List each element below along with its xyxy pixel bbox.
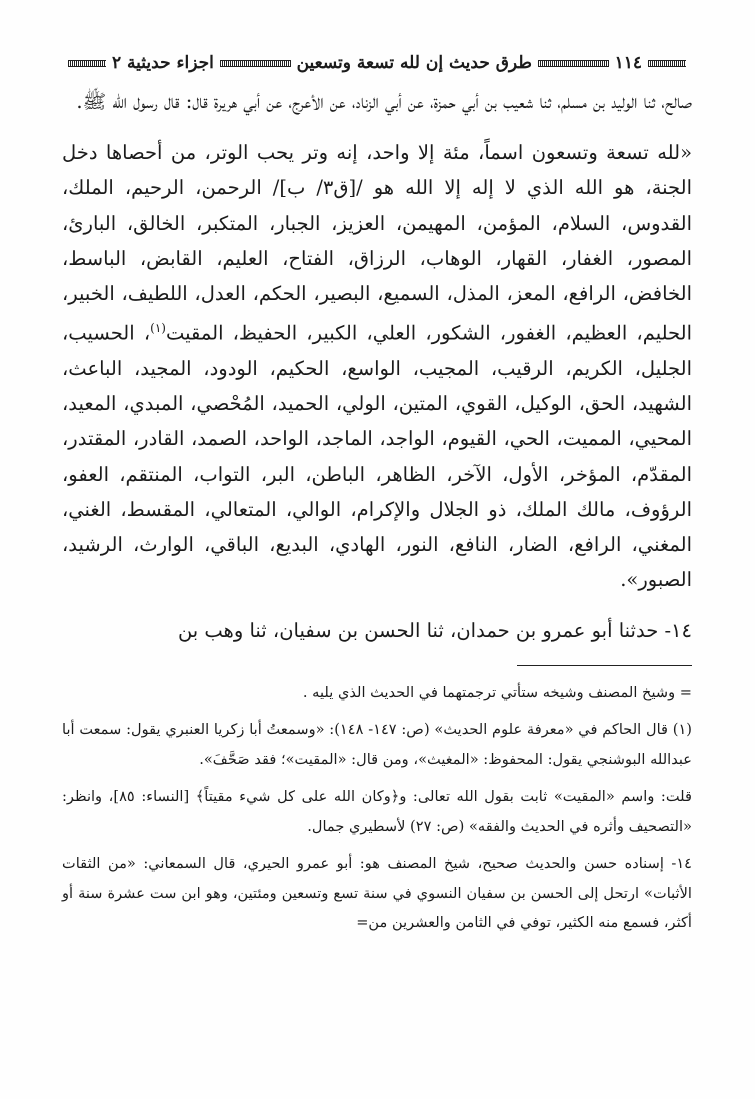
isnad-paragraph: صالح، ثنا الوليد بن مسلم، ثنا شعيب بن أبي حمزة، عن أبي الزناد، عن الأعرج، عن أبي هريرة قال: قال رسول الله ﷺ. [76, 90, 692, 113]
footnote-divider [517, 665, 692, 666]
main-text [62, 84, 692, 649]
footnote-continuation: = وشيخ المصنف وشيخه ستأتي ترجمتهما في الحديث الذي يليه . [302, 683, 692, 701]
book-page [62, 42, 692, 938]
footnote-1-comment: قلت: واسم «المقيت» ثابت بقول الله تعالى: و﴿وكان الله على كل شيء مقيتاً﴾ [النساء: ٨٥]، وانظر: «التصحيف وأثره في الحديث والفقه» (ص: ٢٧) لأسطيري جمال. [62, 788, 692, 835]
chapter-title: طرق حديث إن لله تسعة وتسعين [296, 53, 532, 73]
header-rule-right [648, 60, 686, 67]
footnote-reference[interactable]: (١) [150, 321, 166, 336]
hadith-text-part2: ، الحسيب، الجليل، الكريم، الرقيب، المجيب، الواسع، الحكيم، الودود، المجيد، الباعث، الشهيد، الحق، الوكيل، القوي، المتين، الولي، الحميد، المُحْصي، المبدي، المعيد، المحيي، المميت، الحي، القيوم، الواجد، الماجد، الواحد، الصمد، القادر، المقتدر، المقدّم، المؤخر، الأول، الآخر، الظاهر، الباطن، البر، التواب، المنتقم، العفو، الرؤوف، مالك الملك، ذو الجلال والإكرام، الوالي، المتعالي، المقسط، الغني، المغني، الرافع، الضار، النافع، النور، الهادي، البديع، الباقي، الوارث، الرشيد، الصبور». [62, 321, 692, 592]
next-hadith-paragraph: ١٤- حدثنا أبو عمرو بن حمدان، ثنا الحسن بن سفيان، ثنا وهب بن [177, 619, 692, 643]
running-header [62, 42, 692, 84]
header-rule-middle-a [538, 60, 609, 67]
hadith-paragraph [62, 135, 692, 597]
header-rule-left [68, 60, 106, 67]
footnote-14: ١٤- إسناده حسن والحديث صحيح، شيخ المصنف هو: أبو عمرو الحيري، قال السمعاني: «من الثقات الأثبات» ارتحل إلى الحسن بن سفيان النسوي في سنة تسع وتسعين ومئتين، وهو ابن ست عشرة سنة أو أكثر، فسمع منه الكثير، توفي في الثامن والعشرين من= [62, 855, 692, 932]
header-rule-middle-b [220, 60, 291, 67]
hadith-text-part1: «لله تسعة وتسعون اسماً، مئة إلا واحد، إنه وتر يحب الوتر، من أحصاها دخل الجنة، هو الله الذي لا إله إلا الله هو /[ق٣/ ب]/ الرحمن، الرحيم، الملك، القدوس، السلام، المؤمن، المهيمن، العزيز، الجبار، المتكبر، الخالق، البارئ، المصور، الغفار، القهار، الوهاب، الرزاق، الفتاح، العليم، القابض، الباسط، الخافض، الرافع، المعز، المذل، السميع، البصير، الحكم، العدل، اللطيف، الخبير، الحليم، العظيم، الغفور، الشكور، العلي، الكبير، الحفيظ، المقيت [62, 141, 692, 345]
page-number: ١١٤ [614, 53, 642, 73]
book-title: اجزاء حديثية ٢ [112, 53, 214, 73]
footnote-1: (١) قال الحاكم في «معرفة علوم الحديث» (ص: ١٤٧- ١٤٨): «وسمعتُ أبا زكريا العنبري يقول: سمعت أبا عبدالله البوشنجي يقول: المحفوظ: «المغيث»، ومن قال: «المقيت»؛ فقد صَحَّفَ». [62, 721, 692, 768]
footnotes [62, 678, 692, 938]
